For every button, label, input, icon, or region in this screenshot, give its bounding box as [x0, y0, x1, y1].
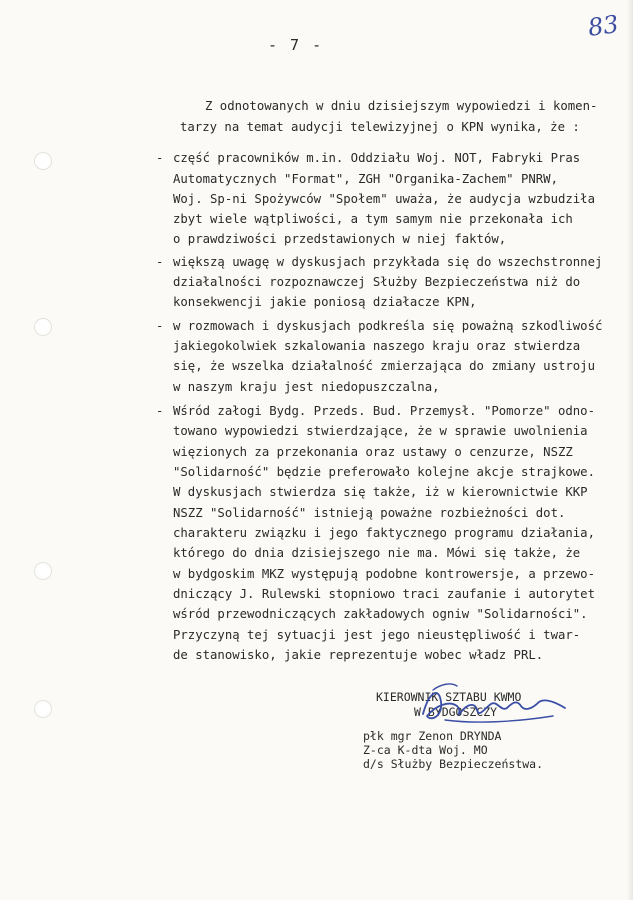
signatory-department: d/s Służby Bezpieczeństwa. — [363, 757, 544, 771]
signatory-name: płk mgr Zenon DRYNDA — [363, 729, 502, 743]
bullet-line: o prawdziwości przedstawionych w niej faktów, — [173, 232, 507, 246]
folio-number: 83 — [586, 10, 621, 42]
bullet-line: towano wypowiedzi stwierdzające, że w sprawie uwolnienia — [173, 424, 588, 438]
bullet-line: w rozmowach i dyskusjach podkreśla się poważną szkodliwość — [173, 319, 603, 333]
bullet-line: którego do dnia dzisiejszego nie ma. Mówi się także, że — [173, 546, 581, 560]
bullet-line: W dyskusjach stwierdza się także, iż w kierownictwie KKP — [173, 485, 588, 499]
bullet-line: "Solidarność" będzie preferowało kolejne akcje strajkowe. — [173, 465, 595, 479]
bullet-line: wśród przewodniczących zakładowych ogniw "Solidarności". — [173, 607, 588, 621]
punch-hole — [34, 318, 52, 336]
bullet-line: charakteru związku i jego faktycznego programu działania, — [173, 526, 595, 540]
signatory-city: W BYDGOSZCZY — [414, 705, 498, 719]
bullet-line: NSZZ "Solidarność" istnieją poważne rozbieżności dot. — [173, 506, 566, 520]
page-number: - 7 - — [268, 36, 324, 54]
bullet-line: w bydgoskim MKZ występują podobne kontrowersje, a przewo- — [173, 567, 595, 581]
bullet-line: Automatycznych "Format", ZGH "Organika-Zachem" PNRW, — [173, 172, 558, 186]
bullet-line: część pracowników m.in. Oddziału Woj. NOT, Fabryki Pras — [173, 151, 581, 165]
bullet-line: Wśród załogi Bydg. Przeds. Bud. Przemysł. "Pomorze" odno- — [173, 404, 595, 418]
punch-hole — [34, 562, 52, 580]
intro-line: Z odnotowanych w dniu dzisiejszym wypowiedzi i komen- — [205, 99, 598, 113]
page-edge — [627, 0, 633, 900]
bullet-line: Przyczyną tej sytuacji jest jego nieustępliwość i twar- — [173, 628, 581, 642]
signatory-position: Z-ca K-dta Woj. MO — [363, 743, 488, 757]
bullet-line: działalności rozpoznawczej Służby Bezpieczeństwa niż do — [173, 275, 581, 289]
bullet-line: zbyt wiele wątpliwości, a tym samym nie przekonała ich — [173, 212, 573, 226]
bullet-line: Woj. Sp-ni Spożywców "Społem" uważa, że audycja wzbudziła — [173, 192, 595, 206]
bullet-line: w naszym kraju jest niedopuszczalna, — [173, 380, 440, 394]
handwritten-signature — [405, 672, 575, 732]
punch-hole — [34, 152, 52, 170]
bullet-line: de stanowisko, jakie reprezentuje wobec władz PRL. — [173, 648, 544, 662]
bullet-line: więzionych za przekonania oraz ustawy o cenzurze, NSZZ — [173, 445, 573, 459]
signatory-title: KIEROWNIK SZTABU KWMO — [376, 690, 522, 704]
bullet-line: większą uwagę w dyskusjach przykłada się do wszechstronnej — [173, 255, 603, 269]
intro-line: tarzy na temat audycji telewizyjnej o KPN wynika, że : — [180, 120, 580, 134]
bullet-line: dniczący J. Rulewski stopniowo traci zaufanie i autorytet — [173, 587, 595, 601]
bullet-dash: - — [156, 151, 164, 165]
bullet-line: się, że wszelka działalność zmierzająca do zmiany ustroju — [173, 359, 595, 373]
bullet-line: jakiegokolwiek szkalowania naszego kraju oraz stwierdza — [173, 339, 581, 353]
bullet-line: konsekwencji jakie poniosą działacze KPN, — [173, 295, 477, 309]
bullet-dash: - — [156, 404, 164, 418]
bullet-dash: - — [156, 255, 164, 269]
bullet-dash: - — [156, 319, 164, 333]
punch-hole — [34, 700, 52, 718]
